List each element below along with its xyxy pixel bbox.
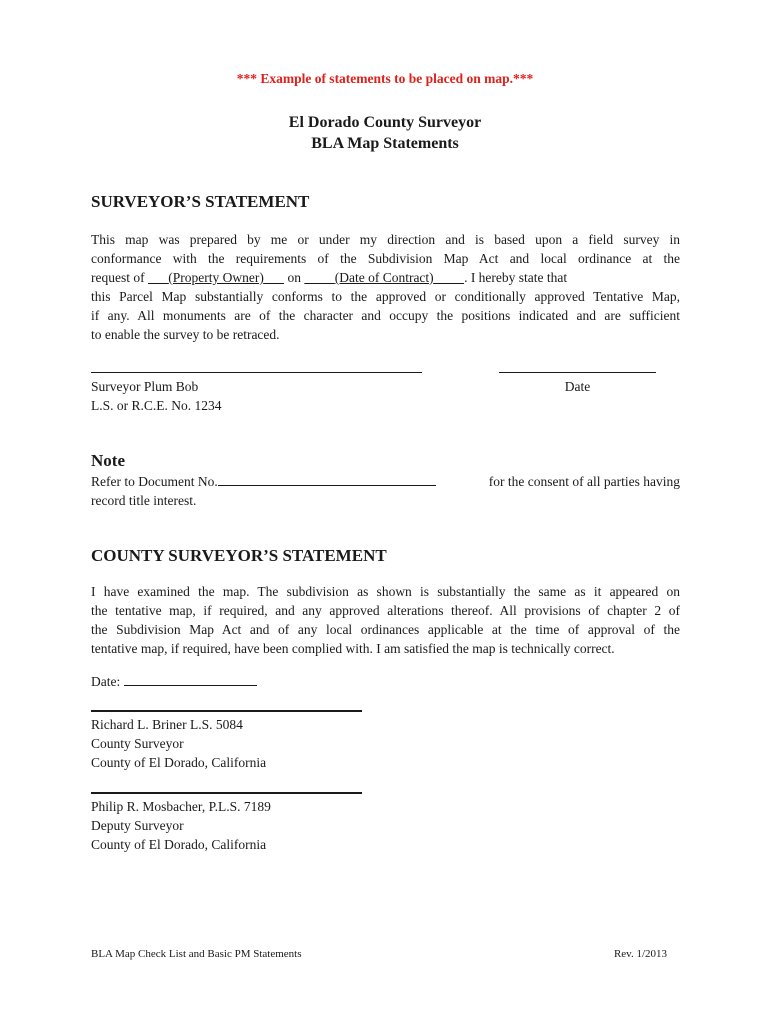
- statement-line-fields: [91, 268, 680, 287]
- surveyor-license: L.S. or R.C.E. No. 1234: [91, 398, 222, 413]
- footer-right: Rev. 1/2013: [613, 948, 667, 960]
- document-number-field[interactable]: [218, 472, 436, 486]
- deputy-surveyor-title: Deputy Surveyor: [91, 818, 184, 833]
- county-surveyor-title: County Surveyor: [91, 736, 184, 751]
- surveyor-signature-line[interactable]: [91, 372, 422, 373]
- county-statement-body: [91, 582, 680, 658]
- county-surveyor-org: County of El Dorado, California: [91, 755, 267, 770]
- example-banner: *** Example of statements to be placed on map.***: [236, 71, 534, 86]
- deputy-surveyor-name: Philip R. Mosbacher, P.L.S. 7189: [91, 799, 271, 814]
- surveyor-name: Surveyor Plum Bob: [91, 379, 199, 394]
- date-of-contract-field[interactable]: (Date of Contract): [334, 270, 434, 285]
- note-body: [91, 472, 680, 491]
- document-subtitle: BLA Map Statements: [311, 135, 459, 152]
- county-statement-heading: COUNTY SURVEYOR’S STATEMENT: [91, 546, 387, 565]
- document-title: El Dorado County Surveyor: [288, 114, 482, 131]
- deputy-surveyor-signature-line[interactable]: [91, 792, 362, 794]
- request-of-text: request of: [91, 270, 145, 285]
- note-text-end: for the consent of all parties having: [488, 474, 680, 489]
- surveyor-statement-body: [91, 230, 680, 344]
- note-text-tail: record title interest.: [91, 493, 197, 508]
- surveyor-date-line[interactable]: [499, 372, 656, 373]
- property-owner-field[interactable]: (Property Owner): [168, 270, 264, 285]
- note-text-start: Refer to Document No.: [91, 474, 218, 489]
- statement-line: This map was prepared by me or under my direction and is based upon a field survey in: [91, 232, 680, 247]
- statement-line: to enable the survey to be retraced.: [91, 327, 280, 342]
- statement-line: I have examined the map. The subdivision as shown is substantially the same as it appeared on: [91, 584, 680, 599]
- hereby-text: . I hereby state that: [464, 270, 568, 285]
- statement-line: this Parcel Map substantially conforms to the approved or conditionally approved Tentative Map,: [91, 289, 680, 304]
- deputy-surveyor-org: County of El Dorado, California: [91, 837, 267, 852]
- statement-line: conformance with the requirements of the Subdivision Map Act and local ordinance at the: [91, 251, 680, 266]
- surveyor-date-label: Date: [564, 379, 591, 394]
- county-date-label: Date:: [91, 674, 121, 689]
- on-text: on: [287, 270, 301, 285]
- note-heading: Note: [91, 451, 125, 470]
- county-date-field[interactable]: [124, 672, 257, 686]
- statement-line: tentative map, if required, have been complied with. I am satisfied the map is technically correct.: [91, 641, 615, 656]
- surveyor-statement-heading: SURVEYOR’S STATEMENT: [91, 192, 310, 211]
- footer-left: BLA Map Check List and Basic PM Statements: [91, 948, 302, 960]
- county-surveyor-name: Richard L. Briner L.S. 5084: [91, 717, 243, 732]
- statement-line: if any. All monuments are of the character and occupy the positions indicated and are sufficient: [91, 308, 680, 323]
- statement-line: the Subdivision Map Act and of any local ordinances applicable at the time of approval of the: [91, 622, 680, 637]
- county-surveyor-signature-line[interactable]: [91, 710, 362, 712]
- county-date-row: [91, 672, 257, 691]
- statement-line: the tentative map, if required, and any approved alterations thereof. All provisions of chapter 2 of: [91, 603, 680, 618]
